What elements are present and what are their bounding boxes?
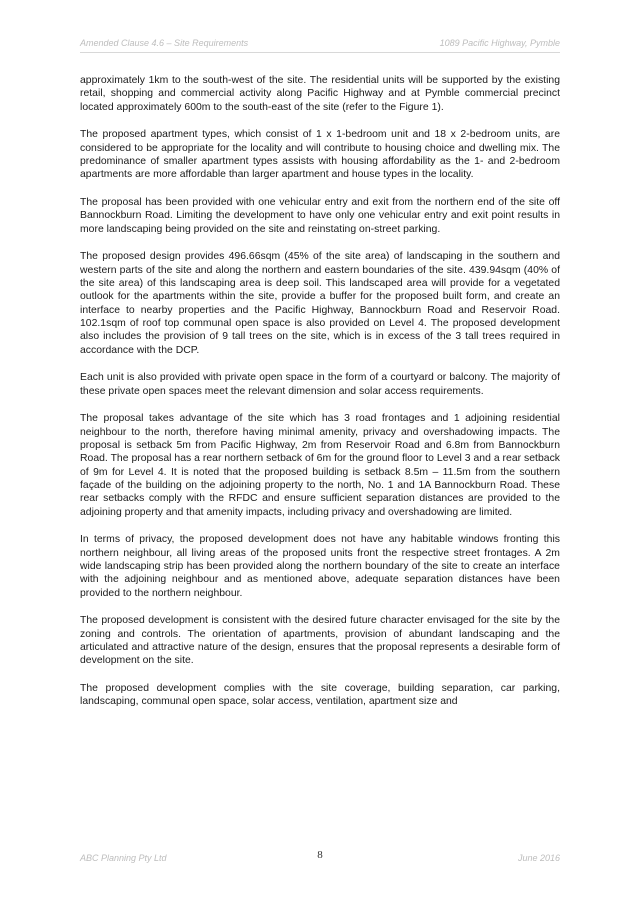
paragraph: The proposed development is consistent with the desired future character envisaged for the site by the zoning and controls. The orientation of apartments, provision of abundant landscaping and the articulated and attractive nature of the design, ensures that the proposal represents a desirable form of development on the site. [80,615,560,667]
paragraph: approximately 1km to the south-west of the site. The residential units will be supported by the existing retail, shopping and commercial activity along Pacific Highway and at Pymble commercial precinct located approximately 600m to the south-east of the site (refer to the Figure 1). [80,75,560,113]
header-site-address: 1089 Pacific Highway, Pymble [439,38,560,48]
header-divider [80,52,560,53]
footer-company: ABC Planning Pty Ltd [80,853,167,863]
paragraph: In terms of privacy, the proposed development does not have any habitable windows fronting this northern neighbour, all living areas of the proposed units front the respective street frontages. A 2m wide landscaping strip has been provided along the northern boundary of the site to create an interface with the adjoining neighbour and as mentioned above, adequate separation distances have been provided to the northern neighbour. [80,534,560,599]
paragraph: The proposed apartment types, which consist of 1 x 1-bedroom unit and 18 x 2-bedroom units, are considered to be appropriate for the locality and will contribute to housing choice and dwelling mix. The predominance of smaller apartment types assists with housing affordability as the 1- and 2-bedroom apartments are more affordable than larger apartment and house types in the locality. [80,129,560,181]
paragraph: The proposal takes advantage of the site which has 3 road frontages and 1 adjoining residential neighbour to the north, therefore having minimal amenity, privacy and overshadowing impacts. The proposal is setback 5m from Pacific Highway, 2m from Reservoir Road and 6.8m from Bannockburn Road. The proposal has a rear northern setback of 6m for the ground floor to Level 3 and a rear setback of 9m for Level 4. It is noted that the proposed building is setback 8.5m – 11.5m from the southern façade of the building on the adjoining property to the north, No. 1 and 1A Bannockburn Road. These rear setbacks comply with the RFDC and ensure sufficient separation distances are provided to the adjoining property and that amenity impacts, including privacy and overshadowing are limited. [80,413,560,518]
paragraph: The proposed design provides 496.66sqm (45% of the site area) of landscaping in the southern and western parts of the site and along the northern and eastern boundaries of the site. 439.94sqm (40% of the site area) of this landscaping area is deep soil. This landscaped area will provide for a vegetated outlook for the apartments within the site, provide a buffer for the proposed built form, and create an interface to nearby properties and the Pacific Highway, Bannockburn Road and Reservoir Road. 102.1sqm of roof top communal open space is also provided on Level 4. The proposed development also includes the provision of 9 tall trees on the site, which is in excess of the 3 tall trees required in accordance with the DCP. [80,251,560,356]
page-number: 8 [317,849,323,861]
header-document-title: Amended Clause 4.6 – Site Requirements [80,38,249,48]
footer-date: June 2016 [517,853,560,863]
paragraph: The proposal has been provided with one vehicular entry and exit from the northern end of the site off Bannockburn Road. Limiting the development to have only one vehicular entry and exit point results in more landscaping being provided on the site and reinstating on-street parking. [80,197,560,235]
paragraph: The proposed development complies with the site coverage, building separation, car parking, landscaping, communal open space, solar access, ventilation, apartment size and [80,682,560,708]
body-text [80,74,560,723]
paragraph: Each unit is also provided with private open space in the form of a courtyard or balcony. The majority of these private open spaces meet the relevant dimension and solar access requirements. [80,372,560,397]
